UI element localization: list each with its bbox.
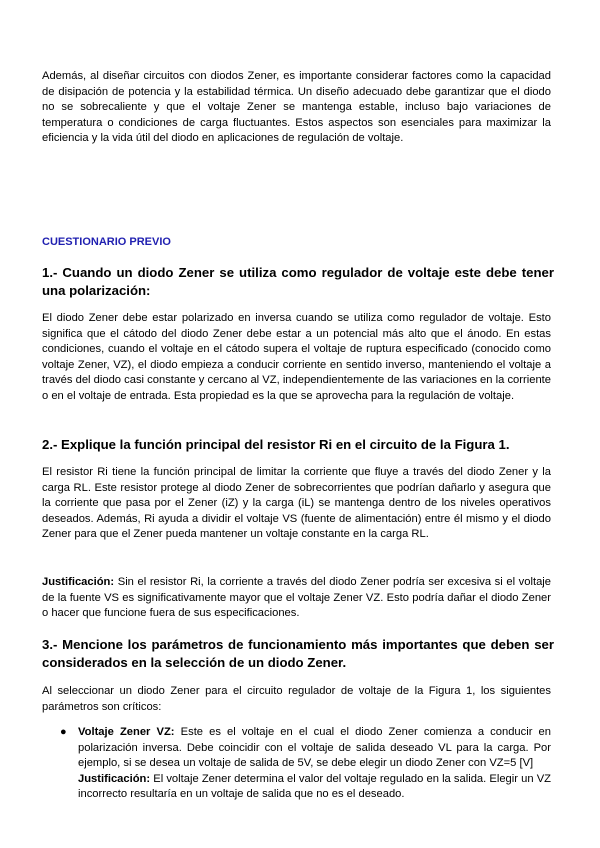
question-1-answer: El diodo Zener debe estar polarizado en inversa cuando se utiliza como regulador de voltaje. Esto significa que el cátodo del diodo Zener debe estar a un potencial más alto que el ánodo. En estas condiciones, cuando el voltaje en el cátodo supera el voltaje de ruptura especificado (conocido como voltaje Zener, VZ), el diodo empieza a conducir corriente en sentido inverso, manteniendo el voltaje a través del diodo casi constante y cercano al VZ, independientemente de las variaciones en la corriente o en el voltaje de entrada. Esta propiedad es la que se aprovecha para la regulación de voltaje.	[42, 312, 551, 402]
question-3-intro: Al seleccionar un diodo Zener para el circuito regulador de voltaje de la Figura 1, los siguientes parámetros son críticos:	[42, 685, 551, 713]
question-3-heading: 3.- Mencione los parámetros de funcionamiento más importantes que deben ser considerados en la selección de un diodo Zener.	[42, 637, 554, 670]
question-2-justification	[42, 575, 551, 622]
question-1-heading: 1.- Cuando un diodo Zener se utiliza como regulador de voltaje este debe tener una polarización:	[42, 265, 554, 298]
question-2-answer: El resistor Ri tiene la función principal de limitar la corriente que fluye a través del diodo Zener y la carga RL. Este resistor protege al diodo Zener de sobrecorrientes que podrían dañarlo y asegura que la corriente que pasa por el Zener (iZ) y la carga (iL) se mantenga dentro de los niveles operativos deseados. Además, Ri ayuda a dividir el voltaje VS (fuente de alimentación) entre él mismo y el diodo Zener para que el Zener pueda mantener un voltaje constante en la carga RL.	[42, 466, 551, 541]
bullet-marker-icon: ●	[60, 726, 67, 738]
bullet-justification-text: El voltaje Zener determina el valor del voltaje regulado en la salida. Elegir un VZ incorrecto resultaría en un voltaje de salida que no es el deseado.	[78, 772, 551, 801]
section-title: CUESTIONARIO PREVIO	[42, 236, 171, 248]
bullet-text: Este es el voltaje en el cual el diodo Zener comienza a conducir en polarización inversa. Debe coincidir con el voltaje de salida deseado VL para la carga. Por ejemplo, si se desea un voltaje de salida de 5V, se debe elegir un diodo Zener con VZ=5 [V]	[78, 726, 551, 770]
bullet-justification-label: Justificación:	[78, 772, 151, 785]
justification-text: Sin el resistor Ri, la corriente a través del diodo Zener podría ser excesiva si el voltaje de la fuente VS es significativamente mayor que el voltaje Zener VZ. Esto podría dañar el diodo Zener o hacer que funcione fuera de sus especificaciones.	[42, 576, 551, 620]
bullet-body	[78, 725, 551, 803]
bullet-label: Voltaje Zener VZ:	[78, 726, 175, 738]
question-2-heading: 2.- Explique la función principal del resistor Ri en el circuito de la Figura 1.	[42, 437, 510, 452]
intro-paragraph: Además, al diseñar circuitos con diodos Zener, es importante considerar factores como la capacidad de disipación de potencia y la estabilidad térmica. Un diseño adecuado debe garantizar que el diodo no se sobrecaliente y que el voltaje Zener se mantenga estable, incluso bajo variaciones de temperatura o condiciones de carga fluctuantes. Estos aspectos son esenciales para maximizar la eficiencia y la vida útil del diodo en aplicaciones de regulación de voltaje.	[42, 70, 551, 145]
justification-label: Justificación:	[42, 576, 115, 588]
